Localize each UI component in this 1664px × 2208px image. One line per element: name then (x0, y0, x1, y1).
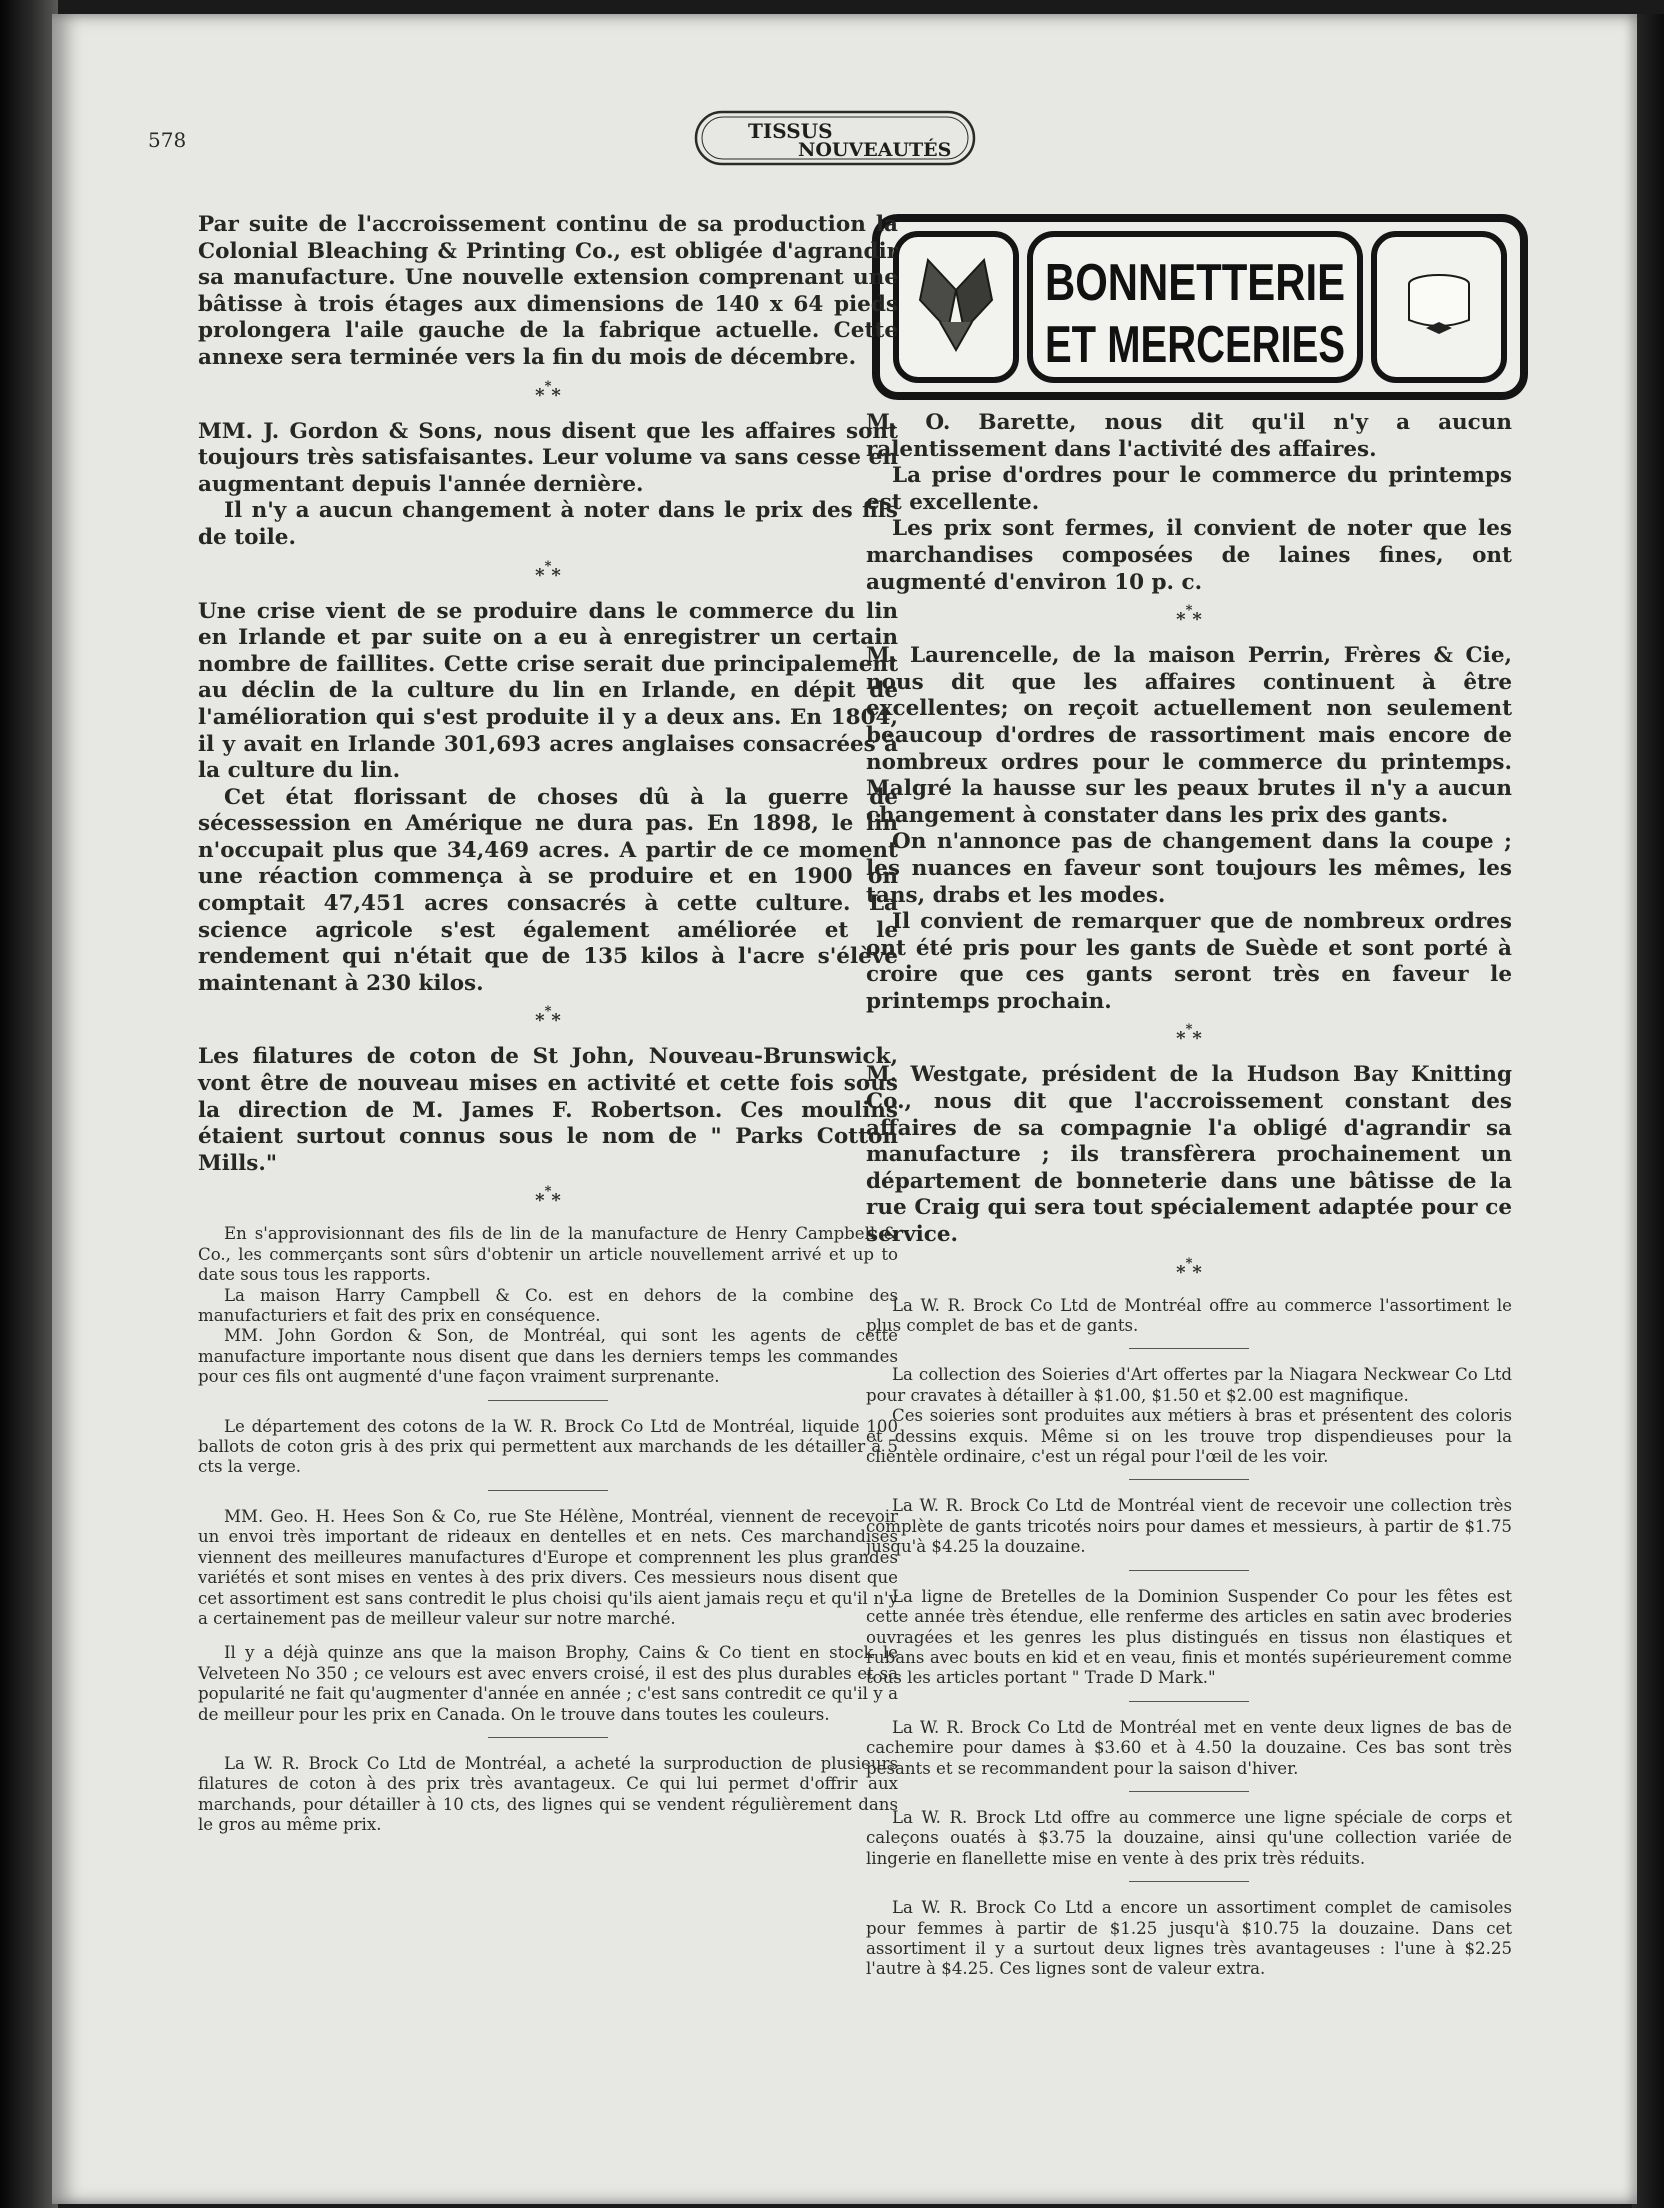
article-laurencelle: M. Laurencelle, de la maison Perrin, Frères & Cie, nous dit que les affaires continuent à être excellentes; on reçoit actuellement non seulement beaucoup d'ordres de rassortiment mais encore de nombreux ordres pour le commerce du printemps. Malgré la hausse sur les peaux brutes il n'y a aucun changement à constater dans les prix des gants. (866, 643, 1512, 828)
article-barette-ordres: La prise d'ordres pour le commerce du printemps est excellente. (866, 463, 1512, 515)
article-colonial-bleaching: Par suite de l'accroissement continu de sa production la Colonial Bleaching & Printing Co., est obligée d'agrandir sa manufacture. Une nouvelle extension comprenant une bâtisse à trois étages aux dimensions de 140 x 64 pieds prolongera l'aile gauche de la fabrique actuelle. Cette annexe sera terminée vers la fin du mois de décembre. (198, 212, 898, 370)
notice-brock-surproduction: La W. R. Brock Co Ltd de Montréal, a acheté la surproduction de plusieurs filatures de coton à des prix très avantageux. Ce qui lui permet d'offrir aux marchands, pour détailler à 10 cts, des lignes qui se vendent régulièrement dans le gros au même prix. (198, 1753, 898, 1835)
notice-niagara-soieries-2: Ces soieries sont produites aux métiers à bras et présentent des coloris et dessins exquis. Même si on les trouve trop dispendieuses pour la clientèle ordinaire, c'est un régal pour l'œil de les voir. (866, 1406, 1512, 1467)
notice-hees-rideaux: MM. Geo. H. Hees Son & Co, rue Ste Hélène, Montréal, viennent de recevoir un envoi très important de rideaux en dentelles et en nets. Ces marchandises viennent des meilleures manufactures d'Europe et comprennent les plus grandes variétés et sont mises en ventes à des prix divers. Ces messieurs nous disent que cet assortiment est sans contredit le plus choisi qu'ils aient jamais reçu et qu'il n'y a certainement pas de meilleur valeur sur notre marché. (198, 1506, 898, 1628)
article-gordon-sons: MM. J. Gordon & Sons, nous disent que les affaires sont toujours très satisfaisantes. Leur volume va sans cesse en augmentant depuis l'année dernière. (198, 418, 898, 497)
notice-brock-bas-gants: La W. R. Brock Co Ltd de Montréal offre au commerce l'assortiment le plus complet de bas et de gants. (866, 1295, 1512, 1336)
divider (488, 1737, 608, 1738)
divider (1129, 1701, 1249, 1702)
banner-line2: ET MERCERIES (1045, 316, 1345, 374)
right-column (866, 410, 1512, 1980)
divider (1129, 1570, 1249, 1571)
divider (1129, 1479, 1249, 1480)
page-number: 578 (148, 128, 187, 152)
notice-niagara-soieries: La collection des Soieries d'Art offertes par la Niagara Neckwear Co Ltd pour cravates à détailler à $1.00, $1.50 et $2.00 est magnifique. (866, 1365, 1512, 1405)
notice-brock-caleçons: La W. R. Brock Ltd offre au commerce une ligne spéciale de corps et caleçons ouatés à $3.75 la douzaine, ainsi qu'une collection variée de lingerie en flanellette mise en vente à des prix très réduits. (866, 1807, 1512, 1868)
article-laurencelle-suede: Il convient de remarquer que de nombreux ordres ont été pris pour les gants de Suède et sont porté à croire que ces gants seront très en faveur le printemps prochain. (866, 909, 1512, 1014)
separator: *** (535, 558, 561, 586)
article-barette-prix: Les prix sont fermes, il convient de noter que les marchandises composées de laines fines, ont augmenté d'environ 10 p. c. (866, 516, 1512, 595)
separator: *** (1176, 1255, 1202, 1283)
article-laurencelle-coupe: On n'annonce pas de changement dans la coupe ; les nuances en faveur sont toujours les mêmes, les tans, drabs et les modes. (866, 829, 1512, 908)
separator: *** (535, 1004, 561, 1032)
separator: *** (535, 378, 561, 406)
notice-brock-cotons: Le département des cotons de la W. R. Brock Co Ltd de Montréal, liquide 100 ballots de coton gris à des prix qui permettent aux marchands de les détailler à 5 cts la verge. (198, 1416, 898, 1477)
notice-brophy-velveteen: Il y a déjà quinze ans que la maison Brophy, Cains & Co tient en stock le Velveteen No 350 ; ce velours est avec envers croisé, il est des plus durables et sa popularité ne fait qu'augmenter d'année en année ; c'est sans contredit ce qu'il y a de meilleur pour les prix en Canada. On le trouve dans toutes les couleurs. (198, 1643, 898, 1724)
divider (488, 1490, 608, 1491)
divider (1129, 1348, 1249, 1349)
masthead-logo (690, 106, 980, 170)
left-column (198, 212, 898, 1836)
article-westgate: M. Westgate, président de la Hudson Bay Knitting Co., nous dit que l'accroissement constant des affaires de sa compagnie l'a obligé d'agrandir sa manufacture ; ils transfèrera prochainement un département de bonneterie dans une bâtisse de la rue Craig qui sera tout spécialement adaptée pour ce service. (866, 1062, 1512, 1248)
book-binding (0, 0, 58, 2208)
notice-brock-gants-tricotes: La W. R. Brock Co Ltd de Montréal vient de recevoir une collection très complète de gants tricotés noirs pour dames et messieurs, à partir de $1.75 jusqu'à $4.25 la douzaine. (866, 1496, 1512, 1557)
divider (488, 1400, 608, 1401)
article-barette: M. O. Barette, nous dit qu'il n'y a aucun ralentissement dans l'activité des affaires. (866, 410, 1512, 462)
divider (1129, 1881, 1249, 1882)
divider (1129, 1791, 1249, 1792)
banner-line1: BONNETTERIE (1045, 254, 1345, 312)
article-gordon-sons-prices: Il n'y a aucun changement à noter dans le prix des fils de toile. (198, 498, 898, 550)
notice-campbell-2: La maison Harry Campbell & Co. est en dehors de la combine des manufacturiers et fait des prix en conséquence. (198, 1285, 898, 1326)
notice-dominion-bretelles: La ligne de Bretelles de la Dominion Suspender Co pour les fêtes est cette année très étendue, elle renferme des articles en satin avec broderies ouvragées et les genres les plus distingués en tissus non élastiques et rubans avec bouts en kid et en veau, finis et montés supérieurement comme tous les articles portant " Trade D Mark." (866, 1586, 1512, 1688)
notice-campbell-1: En s'approvisionnant des fils de lin de la manufacture de Henry Campbell & Co., les commerçants sont sûrs d'obtenir un article nouvellement arrivé et up to date sous tous les rapports. (198, 1224, 898, 1285)
article-irlande-lin-2: Cet état florissant de choses dû à la guerre de sécessession en Amérique ne dura pas. En 1898, le lin n'occupait plus que 34,469 acres. A partir de ce moment une réaction commença à se produire et en 1900 on comptait 47,451 acres consacrés à cette culture. La science agricole s'est également améliorée et le rendement qui n'était que de 135 kilos à l'acre s'élève maintenant à 230 kilos. (198, 784, 898, 996)
notice-brock-cachemire: La W. R. Brock Co Ltd de Montréal met en vente deux lignes de bas de cachemire pour dames à $3.60 et à 4.50 la douzaine. Ces bas sont très pesants et se recommandent pour la saison d'hiver. (866, 1717, 1512, 1778)
notice-campbell-3: MM. John Gordon & Son, de Montréal, qui sont les agents de cette manufacture importante nous disent que dans les derniers temps les commandes pour ces fils ont augmenté d'une façon vraiment surprenante. (198, 1326, 898, 1387)
notice-brock-camisoles: La W. R. Brock Co Ltd a encore un assortiment complet de camisoles pour femmes à partir de $1.25 jusqu'à $10.75 la douzaine. Dans cet assortiment il y a surtout deux lignes très avantageuses : l'une à $2.25 l'autre à $4.25. Ces lignes sont de valeur extra. (866, 1898, 1512, 1979)
article-st-john-filatures: Les filatures de coton de St John, Nouveau-Brunswick, vont être de nouveau mises en activité et cette fois sous la direction de M. James F. Robertson. Ces moulins étaient surtout connus sous le nom de " Parks Cotton Mills." (198, 1044, 898, 1176)
masthead-line2: NOUVEAUTÉS (798, 139, 952, 161)
separator: *** (535, 1184, 561, 1212)
separator: *** (1176, 1022, 1202, 1050)
separator: *** (1176, 603, 1202, 631)
article-irlande-lin: Une crise vient de se produire dans le commerce du lin en Irlande et par suite on a eu à enregistrer un certain nombre de faillites. Cette crise serait due principalement au déclin de la culture du lin en Irlande, en dépit de l'amélioration qui s'est produite il y a deux ans. En 1804, il y avait en Irlande 301,693 acres anglaises consacrées à la culture du lin. (198, 598, 898, 784)
masthead-line1: TISSUS (748, 119, 833, 143)
bonnetterie-banner (870, 212, 1530, 402)
